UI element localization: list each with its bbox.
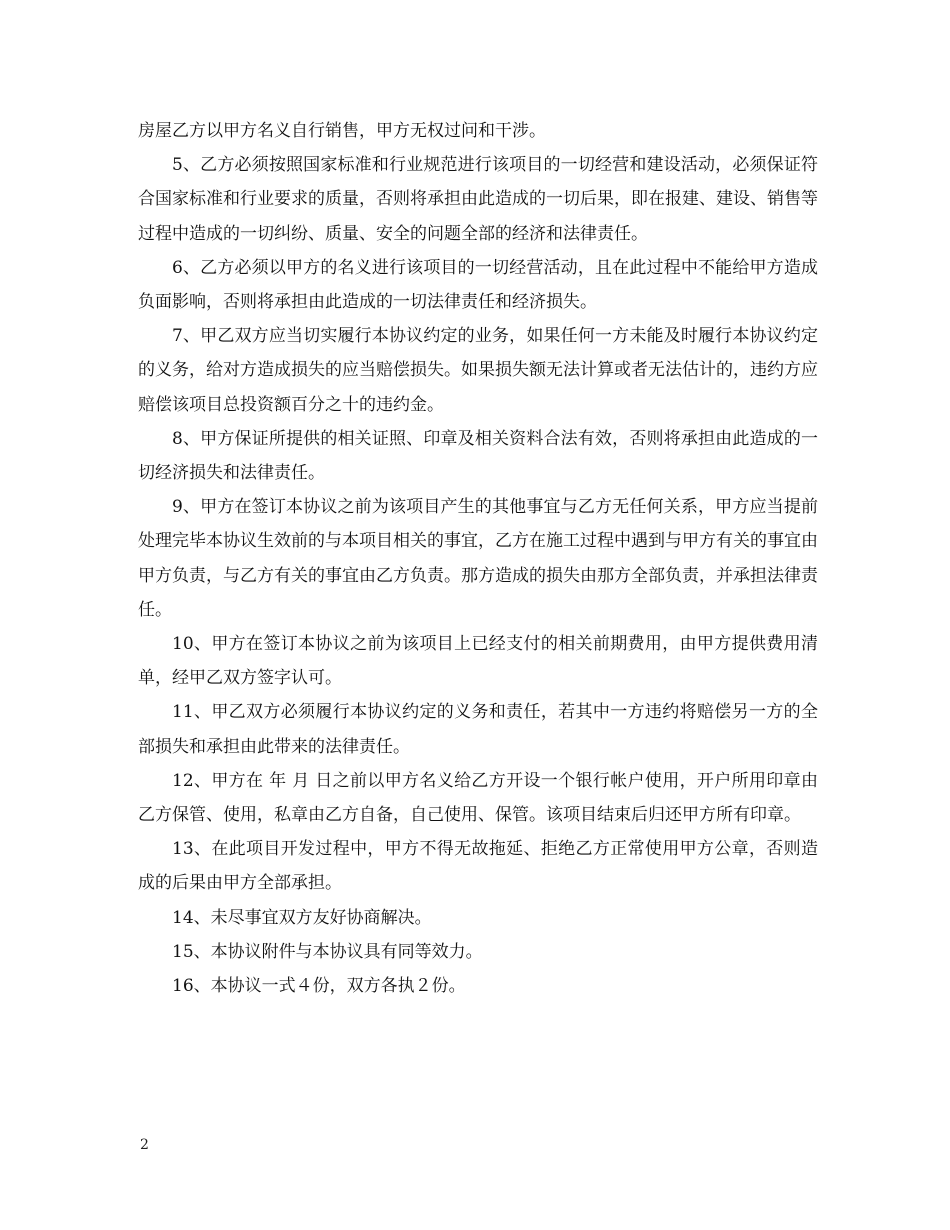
paragraph-clause-8: 8、甲方保证所提供的相关证照、印章及相关资料合法有效，否则将承担由此造成的一切经济损失和法律责任。 xyxy=(138,428,818,484)
paragraph-clause-9: 9、甲方在签订本协议之前为该项目产生的其他事宜与乙方无任何关系，甲方应当提前处理完毕本协议生效前的与本项目相关的事宜，乙方在施工过程中遇到与甲方有关的事宜由甲方负责，与乙方有关的事宜由乙方负责。那方造成的损失由那方全部负责，并承担法律责任。 xyxy=(138,497,818,620)
paragraph-continuation: 房屋乙方以甲方名义自行销售，甲方无权过问和干涉。 xyxy=(138,121,546,141)
page-number: 2 xyxy=(140,1137,149,1153)
paragraph-clause-14: 14、未尽事宜双方友好协商解决。 xyxy=(172,907,432,928)
paragraph-clause-6: 6、乙方必须以甲方的名义进行该项目的一切经营活动，且在此过程中不能给甲方造成负面影响，否则将承担由此造成的一切法律责任和经济损失。 xyxy=(138,257,818,313)
paragraph-clause-16: 16、本协议一式４份，双方各执２份。 xyxy=(172,976,466,997)
paragraph-clause-5: 5、乙方必须按照国家标准和行业规范进行该项目的一切经营和建设活动，必须保证符合国家标准和行业要求的质量，否则将承担由此造成的一切后果，即在报建、建设、销售等过程中造成的一切纠纷、质量、安全的问题全部的经济和法律责任。 xyxy=(138,155,818,244)
paragraph-clause-12: 12、甲方在 年 月 日之前以甲方名义给乙方开设一个银行帐户使用，开户所用印章由乙方保管、使用，私章由乙方自备，自己使用、保管。该项目结束后归还甲方所有印章。 xyxy=(138,770,818,826)
paragraph-clause-10: 10、甲方在签订本协议之前为该项目上已经支付的相关前期费用，由甲方提供费用清单，经甲乙双方签字认可。 xyxy=(138,634,818,689)
paragraph-clause-11: 11、甲乙双方必须履行本协议约定的义务和责任，若其中一方违约将赔偿另一方的全部损失和承担由此带来的法律责任。 xyxy=(138,702,818,757)
document-body xyxy=(138,114,818,1003)
paragraph-clause-15: 15、本协议附件与本协议具有同等效力。 xyxy=(172,941,483,962)
paragraph-clause-13: 13、在此项目开发过程中，甲方不得无故拖延、拒绝乙方正常使用甲方公章，否则造成的后果由甲方全部承担。 xyxy=(138,839,818,894)
paragraph-clause-7: 7、甲乙双方应当切实履行本协议约定的业务，如果任何一方未能及时履行本协议约定的义务，给对方造成损失的应当赔偿损失。如果损失额无法计算或者无法估计的，违约方应赔偿该项目总投资额百分之十的违约金。 xyxy=(138,326,818,415)
